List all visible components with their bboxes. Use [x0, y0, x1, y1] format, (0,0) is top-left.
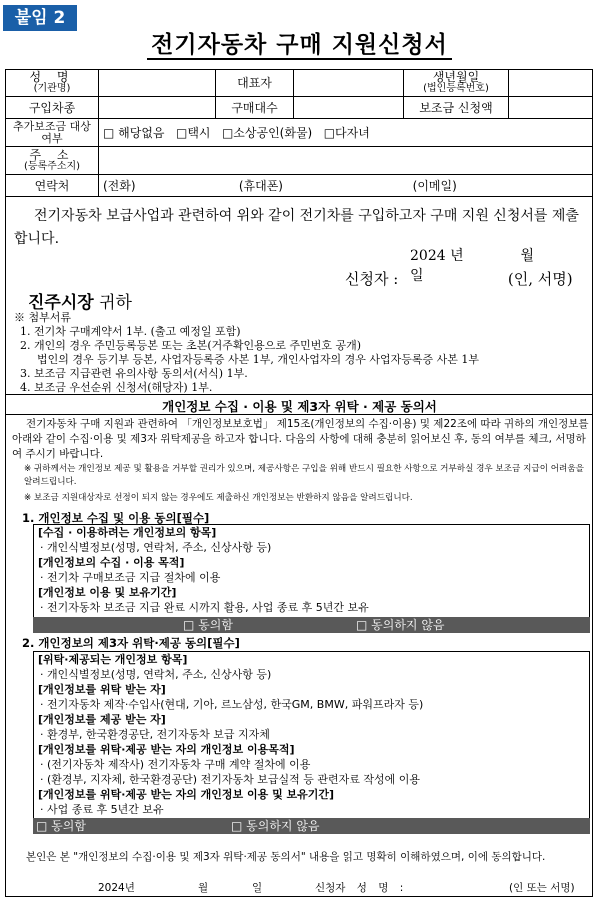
option-small-business-checkbox[interactable]: □소상공인(화물)	[221, 126, 313, 140]
section2-agree-checkbox[interactable]: □ 동의함	[36, 819, 86, 833]
qty-field[interactable]	[294, 97, 404, 119]
section2-item: · 개인식별정보(성명, 연락처, 주소, 신상사항 등)	[40, 668, 272, 681]
birth-sublabel: (법인등록번호)	[423, 83, 489, 94]
page-title	[0, 26, 599, 59]
sign-month: 월	[198, 882, 209, 894]
mobile-field[interactable]: (휴대폰)	[238, 179, 283, 193]
section1-title: 1. 개인정보 수집 및 이용 동의[필수]	[22, 511, 210, 525]
address-sublabel: (등록주소지)	[23, 160, 81, 172]
recipient	[28, 288, 132, 313]
attachment-item: 1. 전기차 구매계약서 1부. (출고 예정일 포함)	[20, 325, 241, 338]
section2-heading: [개인정보를 제공 받는 자]	[38, 713, 166, 726]
section1-box	[33, 524, 590, 618]
section1-item: · 개인식별정보(성명, 연락처, 주소, 신상사항 등)	[40, 541, 272, 554]
section1-item: · 전기자동차 보조금 지급 완료 시까지 활용, 사업 종료 후 5년간 보유	[40, 601, 369, 614]
sign-year: 2024년	[98, 882, 135, 894]
name-field[interactable]	[99, 70, 216, 97]
section2-box	[33, 651, 590, 819]
name-label-cell	[6, 70, 99, 97]
attachment-item: 3. 보조금 지급관련 유의사항 동의서(서식) 1부.	[20, 367, 248, 380]
section2-disagree-checkbox[interactable]: □ 동의하지 않음	[231, 819, 320, 833]
car-field[interactable]	[99, 97, 216, 119]
section-divider	[5, 394, 593, 395]
section2-heading: [개인정보를 위탁·제공 받는 자의 개인정보 이용 및 보유기간]	[38, 788, 335, 801]
consent-title-divider	[5, 414, 593, 415]
title-text: 전기자동차 구매 지원신청서	[147, 32, 452, 60]
attachment-item: 4. 보조금 우선순위 신청서(해당자) 1부.	[20, 381, 213, 394]
birth-field[interactable]	[509, 70, 593, 97]
consent-title: 개인정보 수집 · 이용 및 제3자 위탁 · 제공 동의서	[162, 399, 437, 414]
address-label-cell	[6, 147, 99, 175]
section1-disagree-checkbox[interactable]: □ 동의하지 않음	[356, 618, 445, 632]
consent-intro: 전기자동차 구매 지원과 관련하여 「개인정보보호법」 제15조(개인정보의 수집·이용) 및 제22조에 따라 귀하의 개인정보를 아래와 같이 수집·이용 및 제3자 위탁제공을 하고자 합니다. 다음의 사항에 대해 충분히 읽어보신 후, 동의 여부를 체크, 서명하여 주시기 바랍니다.	[12, 418, 589, 460]
section2-item: · 전기자동차 제작·수입사(현대, 기아, 르노삼성, 한국GM, BMW, 파워프라자 등)	[40, 698, 424, 711]
declaration-text: 전기자동차 보급사업과 관련하여 위와 같이 전기차를 구입하고자 구매 지원 신청서를 제출합니다.	[14, 208, 579, 247]
contact-fields	[99, 175, 593, 197]
section2-item: · (전기자동차 제작사) 전기자동차 구매 계약 절차에 이용	[40, 758, 311, 771]
date-year: 2024 년	[410, 248, 464, 264]
extra-subsidy-label: 추가보조금 대상여부	[6, 119, 99, 147]
section2-title: 2. 개인정보의 제3자 위탁·제공 동의[필수]	[22, 636, 240, 650]
name-label: 성 명	[29, 70, 75, 84]
option-none-checkbox[interactable]: □ 해당없음	[103, 126, 165, 140]
sign-mark: (인 또는 서명)	[509, 882, 575, 894]
consent-note: ※ 보조금 지원대상자로 선정이 되지 않는 경우에도 제출하신 개인정보는 반환하지 않음을 알려드립니다.	[24, 493, 413, 503]
section1-heading: [수집 · 이용하려는 개인정보의 항목]	[38, 526, 217, 539]
sign-label: 신청자 성 명 :	[315, 882, 404, 894]
rep-label: 대표자	[216, 70, 294, 97]
section1-heading: [개인정보의 수집 · 이용 목적]	[38, 556, 185, 569]
date-day: 일	[410, 268, 424, 284]
section1-agree-checkbox[interactable]: □ 동의함	[183, 618, 233, 632]
extra-subsidy-options	[99, 119, 593, 147]
date-month: 월	[520, 248, 535, 264]
name-sublabel: (기관명)	[33, 83, 71, 94]
applicant-label: 신청자 :	[345, 270, 399, 288]
subsidy-field[interactable]	[509, 97, 593, 119]
section1-item: · 전기차 구매보조금 지급 절차에 이용	[40, 571, 221, 584]
applicant-line	[345, 268, 573, 289]
qty-label: 구매대수	[216, 97, 294, 119]
attachment-badge: 붙임 2	[3, 5, 77, 31]
recipient-name: 진주시장	[28, 293, 94, 313]
consent-note: ※ 귀하께서는 개인정보 제공 및 활용을 거부할 권리가 있으며, 제공사항은 구입을 위해 반드시 필요한 사항으로 거부하실 경우 보조금 지급이 어려움을 알려드립니다.	[24, 464, 584, 487]
birth-label: 생년월일	[432, 70, 480, 84]
email-field[interactable]: (이메일)	[412, 179, 457, 193]
applicant-sign: (인, 서명)	[507, 270, 573, 288]
attachments-heading: ※ 첨부서류	[14, 311, 72, 324]
section2-heading: [개인정보를 위탁 받는 자]	[38, 683, 166, 696]
applicant-info-table	[5, 69, 593, 197]
section2-item: · (환경부, 지자체, 한국환경공단) 전기자동차 보급실적 등 관련자료 작성에 이용	[40, 773, 420, 786]
contact-label: 연락처	[6, 175, 99, 197]
final-consent-text: 본인은 본 "개인정보의 수집·이용 및 제3자 위탁·제공 동의서" 내용을 읽고 명확히 이해하였으며, 이에 동의합니다.	[26, 851, 546, 863]
car-label: 구입차종	[6, 97, 99, 119]
recipient-suffix: 귀하	[99, 293, 132, 313]
option-multi-child-checkbox[interactable]: □다자녀	[323, 126, 370, 140]
address-label: 주 소	[29, 147, 75, 162]
birth-label-cell	[404, 70, 509, 97]
subsidy-label: 보조금 신청액	[404, 97, 509, 119]
sign-day: 일	[252, 882, 263, 894]
section2-consent-bar	[33, 818, 590, 834]
option-taxi-checkbox[interactable]: □택시	[175, 126, 211, 140]
attachment-item: 2. 개인의 경우 주민등록등본 또는 초본(거주확인용으로 주민번호 공개)	[20, 339, 362, 352]
rep-field[interactable]	[294, 70, 404, 97]
section1-consent-bar	[33, 617, 590, 633]
attachment-item: 법인의 경우 등기부 등본, 사업자등록증 사본 1부, 개인사업자의 경우 사업자등록증 사본 1부	[37, 353, 479, 366]
section2-heading: [개인정보를 위탁·제공 받는 자의 개인정보 이용목적]	[38, 743, 295, 756]
section2-heading: [위탁·제공되는 개인정보 항목]	[38, 653, 188, 666]
section2-item: · 사업 종료 후 5년간 보유	[40, 803, 164, 816]
address-field[interactable]	[99, 147, 593, 175]
section1-heading: [개인정보 이용 및 보유기간]	[38, 586, 177, 599]
section2-item: · 환경부, 한국환경공단, 전기자동차 보급 지자체	[40, 728, 270, 741]
attachments	[10, 311, 479, 395]
phone-field[interactable]: (전화)	[103, 179, 136, 193]
